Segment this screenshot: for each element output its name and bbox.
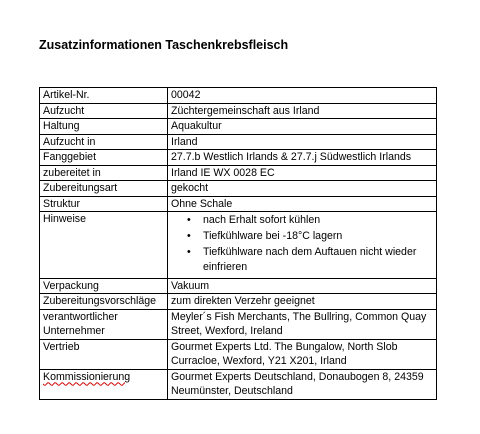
table-row-hinweise <box>40 212 437 279</box>
row-value: Züchtergemeinschaft aus Irland <box>168 103 437 119</box>
row-value: 00042 <box>168 88 437 104</box>
list-item: • nach Erhalt sofort kühlen <box>201 213 433 228</box>
row-label: Struktur <box>40 196 168 212</box>
row-value: Ohne Schale <box>168 196 437 212</box>
spellcheck-word: Kommissionierung <box>43 370 131 383</box>
table-row <box>40 165 437 181</box>
table-row <box>40 150 437 166</box>
row-label: Artikel-Nr. <box>40 88 168 104</box>
row-value-bullets <box>168 212 437 279</box>
row-label: Aufzucht <box>40 103 168 119</box>
row-label: Hinweise <box>40 212 168 279</box>
table-row <box>40 196 437 212</box>
row-label: Zubereitungsvorschläge <box>40 294 168 310</box>
table-row <box>40 309 437 339</box>
table-row <box>40 278 437 294</box>
document-title: Zusatzinformationen Taschenkrebsfleisch <box>39 38 289 52</box>
row-value: gekocht <box>168 181 437 197</box>
row-label: Fanggebiet <box>40 150 168 166</box>
table-row <box>40 369 437 399</box>
table-row <box>40 294 437 310</box>
table-row <box>40 103 437 119</box>
table-row <box>40 134 437 150</box>
row-value: Gourmet Experts Ltd. The Bungalow, North Slob Curracloe, Wexford, Y21 X201, Irland <box>168 339 437 369</box>
table-row <box>40 119 437 135</box>
list-item: • Tiefkühlware bei -18°C lagern <box>201 229 433 244</box>
row-label: verantwortlicher Unternehmer <box>40 309 168 339</box>
row-value: 27.7.b Westlich Irlands & 27.7.j Südwestlich Irlands <box>168 150 437 166</box>
list-item: • Tiefkühlware nach dem Auftauen nicht wieder einfrieren <box>201 245 433 274</box>
info-table <box>39 87 437 400</box>
row-value: Aquakultur <box>168 119 437 135</box>
row-value: Gourmet Experts Deutschland, Donaubogen 8, 24359 Neumünster, Deutschland <box>168 369 437 399</box>
row-label: Verpackung <box>40 278 168 294</box>
row-label: Zubereitungsart <box>40 181 168 197</box>
hinweise-list <box>171 212 433 278</box>
row-value: zum direkten Verzehr geeignet <box>168 294 437 310</box>
row-label <box>40 369 168 399</box>
table-row <box>40 339 437 369</box>
row-value: Meyler´s Fish Merchants, The Bullring, Common Quay Street, Wexford, Ireland <box>168 309 437 339</box>
row-value: Irland <box>168 134 437 150</box>
row-label: Vertrieb <box>40 339 168 369</box>
table-row <box>40 88 437 104</box>
row-label: Haltung <box>40 119 168 135</box>
row-value: Vakuum <box>168 278 437 294</box>
row-label: Aufzucht in <box>40 134 168 150</box>
row-value: Irland IE WX 0028 EC <box>168 165 437 181</box>
row-label: zubereitet in <box>40 165 168 181</box>
table-row <box>40 181 437 197</box>
